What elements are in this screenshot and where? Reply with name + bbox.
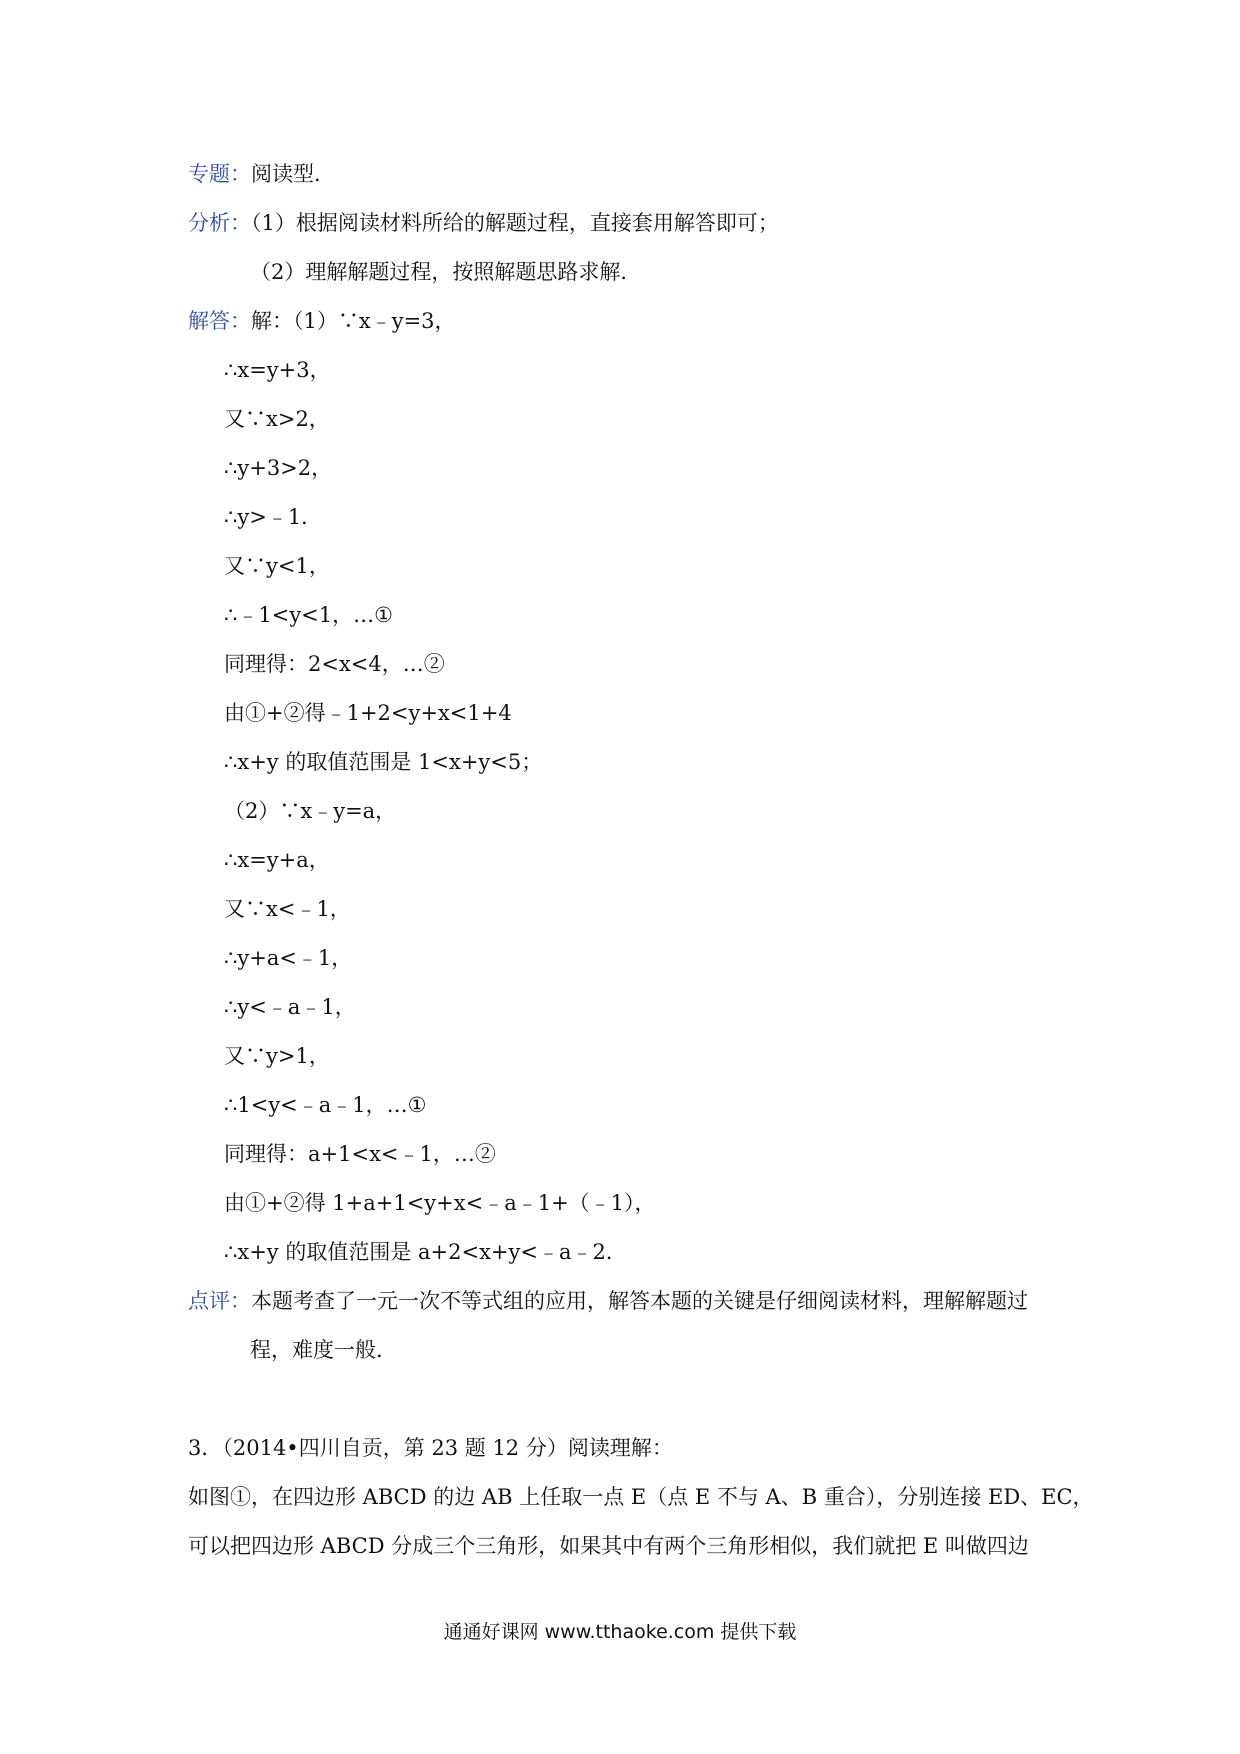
solution-step: （2）∵x﹣y=a， [224, 799, 397, 823]
solution-step: ∴x=y+a， [224, 848, 330, 872]
topic-line [188, 160, 335, 188]
topic-text: 阅读型． [251, 162, 335, 186]
solution-step: 又∵x>2， [224, 407, 330, 431]
solution-step: 由①+②得 1+a+1<y+x<﹣a﹣1+（﹣1）， [224, 1191, 656, 1215]
comment-text-1: 本题考查了一元一次不等式组的应用，解答本题的关键是仔细阅读材料，理解解题过 [251, 1289, 1028, 1313]
solution-step: ∴y+3>2， [224, 456, 333, 480]
solution-step: ∴x+y 的取值范围是 a+2<x+y<﹣a﹣2． [224, 1240, 627, 1264]
question-header: 3．（2014•四川自贡，第 23 题 12 分）阅读理解： [188, 1436, 673, 1460]
topic-label: 专题： [188, 162, 251, 186]
solution-step: 同理得：2<x<4，…② [224, 652, 445, 676]
solution-step: 由①+②得﹣1+2<y+x<1+4 [224, 701, 512, 725]
comment-label: 点评： [188, 1289, 251, 1313]
solution-step: 又∵x<﹣1， [224, 897, 351, 921]
solution-step: ∴x+y 的取值范围是 1<x+y<5； [224, 750, 543, 774]
solution-step: ∴1<y<﹣a﹣1，…① [224, 1093, 427, 1117]
solution-line-1 [188, 307, 456, 335]
analysis-line-1 [188, 209, 779, 237]
solution-step: ∴y+a<﹣1， [224, 946, 353, 970]
solution-step: 同理得：a+1<x<﹣1，…② [224, 1142, 496, 1166]
solution-label: 解答： [188, 309, 251, 333]
page-footer: 通通好课网 www.tthaoke.com 提供下载 [443, 1621, 797, 1643]
comment-line-2: 程，难度一般． [250, 1338, 397, 1362]
solution-text-1: 解：（1）∵x﹣y=3， [251, 309, 456, 333]
solution-step: ∴﹣1<y<1，…① [224, 603, 393, 627]
analysis-line-2: （2）理解解题过程，按照解题思路求解． [250, 260, 642, 284]
solution-step: ∴y<﹣a﹣1， [224, 995, 356, 1019]
solution-step: ∴y>﹣1． [224, 505, 323, 529]
comment-line-1 [188, 1287, 1028, 1315]
question-line-1: 如图①，在四边形 ABCD 的边 AB 上任取一点 E（点 E 不与 A、B 重合），分别连接 ED、EC， [188, 1485, 1094, 1509]
solution-step: 又∵y<1， [224, 554, 330, 578]
analysis-text-1: （1）根据阅读材料所给的解题过程，直接套用解答即可； [251, 211, 779, 235]
solution-step: ∴x=y+3， [224, 358, 331, 382]
solution-step: 又∵y>1， [224, 1044, 330, 1068]
question-line-2: 可以把四边形 ABCD 分成三个三角形，如果其中有两个三角形相似，我们就把 E 叫做四边 [188, 1534, 1029, 1558]
analysis-label: 分析： [188, 211, 251, 235]
